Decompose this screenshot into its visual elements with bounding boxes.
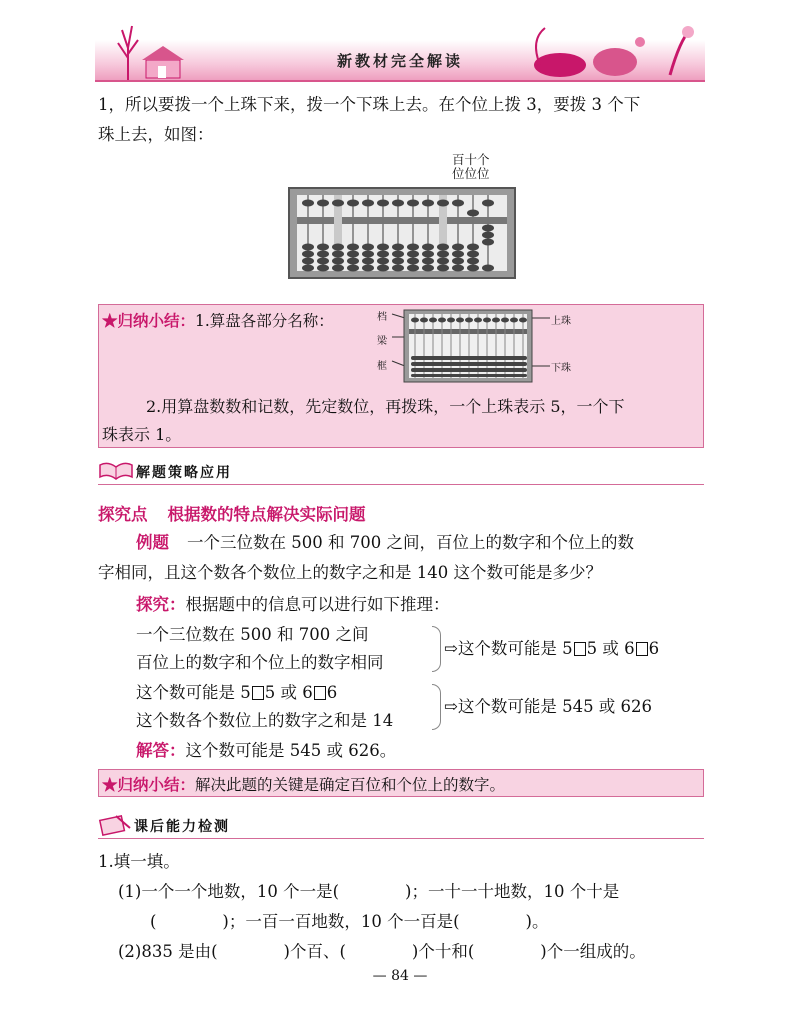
summary-1-item-2-line-1: 2.用算盘数数和记数，先定数位，再拨珠，一个上珠表示 5，一个下 [146, 397, 625, 416]
reason-2a [136, 678, 337, 708]
label-dang: 档 [377, 312, 387, 323]
exercise-q1: 1.填一填。 [98, 852, 180, 871]
example-label: 例题 [136, 533, 169, 552]
label-xiazhu: 下珠 [551, 363, 571, 374]
summary-2-line [102, 773, 505, 795]
example-text-1: 一个三位数在 500 和 700 之间，百位上的数字和个位上的数 [187, 533, 634, 552]
section-exercise-divider [98, 838, 704, 839]
notebook-pencil-icon [98, 812, 132, 836]
label-kuang: 框 [377, 361, 387, 372]
summary-2-text: 解决此题的关键是确定百位和个位上的数字。 [195, 776, 506, 794]
explore-line [136, 590, 450, 620]
reason-2b: 这个数各个数位上的数字之和是 14 [136, 711, 394, 730]
abacus-parts-diagram [390, 306, 555, 386]
result-1-prefix: 这个数可能是 5 [457, 639, 573, 658]
result-1 [444, 634, 659, 664]
page-number: — 84 — [372, 968, 428, 984]
blank-square-icon [314, 686, 326, 700]
answer-label: 解答： [136, 741, 186, 760]
brace-2 [432, 684, 441, 730]
brace-1 [432, 626, 441, 672]
summary-1-item-1: 1.算盘各部分名称： [195, 312, 334, 330]
result-2 [444, 692, 652, 722]
reason-2a-prefix: 这个数可能是 5 [136, 683, 251, 702]
summary-1-star-label: ★归纳小结： [102, 311, 196, 330]
example-line-1 [136, 528, 634, 558]
section-strategy-divider [98, 484, 704, 485]
example-line-2: 字相同，且这个数各个数位上的数字之和是 140 这个数可能是多少？ [98, 563, 602, 582]
section-exercise-title: 课后能力检测 [134, 819, 230, 835]
place-label-row-2: 位位位 [452, 166, 490, 181]
result-1-suffix: 6 [648, 639, 660, 658]
open-book-icon [98, 459, 134, 481]
arrow-right-icon: ⇨ [444, 697, 458, 716]
exercise-q1-1-line-1: (1)一个一个地数，10 个一是( )；一十一十地数，10 个十是 [118, 882, 620, 901]
reason-2a-suffix: 6 [326, 683, 338, 702]
header-title: 新教材完全解读 [336, 52, 463, 70]
abacus-diagram [288, 187, 516, 279]
explore-heading [98, 501, 366, 525]
blank-square-icon [574, 642, 586, 656]
explore-text: 根据题中的信息可以进行如下推理： [185, 595, 450, 614]
intro-line-2: 珠上去，如图： [98, 125, 214, 144]
reason-1a: 一个三位数在 500 和 700 之间 [136, 625, 369, 644]
blank-square-icon [636, 642, 648, 656]
intro-line-1: 1，所以要拨一个上珠下来，拨一个下珠上去。在个位上拨 3，要拨 3 个下 [98, 95, 641, 114]
explore-label: 探究： [136, 595, 186, 614]
answer-line [136, 736, 396, 766]
reason-2a-mid: 5 或 6 [264, 683, 313, 702]
label-liang: 梁 [377, 336, 387, 347]
summary-1-item-2-line-2: 珠表示 1。 [102, 425, 182, 444]
summary-2-star-label: ★归纳小结： [102, 775, 196, 794]
blank-square-icon [252, 686, 264, 700]
exercise-q1-2: (2)835 是由( )个百、( )个十和( )个一组成的。 [118, 942, 646, 961]
label-shangzhu: 上珠 [551, 316, 571, 327]
result-1-mid: 5 或 6 [586, 639, 635, 658]
explore-heading-label: 探究点 [98, 505, 148, 524]
result-2-text: 这个数可能是 545 或 626 [457, 697, 653, 716]
answer-text: 这个数可能是 545 或 626。 [185, 741, 397, 760]
arrow-right-icon: ⇨ [444, 639, 458, 658]
reason-1b: 百位上的数字和个位上的数字相同 [136, 653, 384, 672]
exercise-q1-1-line-2: ( )；一百一百地数，10 个一百是( )。 [150, 912, 549, 931]
summary-1-title [102, 309, 334, 331]
place-label-row-1: 百十个 [452, 152, 490, 167]
place-value-labels [452, 153, 490, 181]
explore-heading-topic: 根据数的特点解决实际问题 [167, 505, 366, 524]
section-strategy-title: 解题策略应用 [136, 465, 232, 481]
